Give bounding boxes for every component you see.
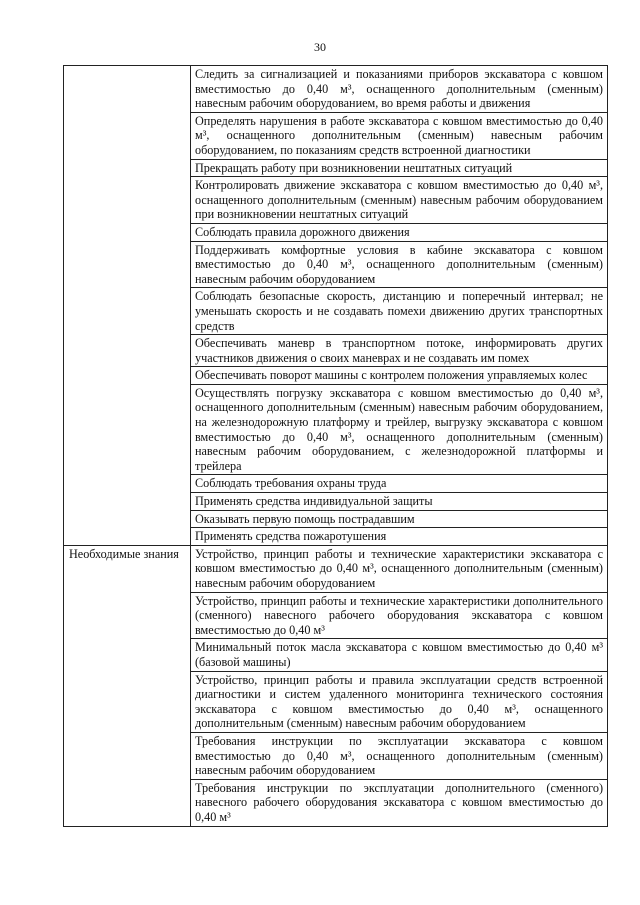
table-cell-item: Требования инструкции по эксплуатации дополнительного (сменного) навесного рабочего оборудования экскаватора с ковшом вместимостью до 0,40 м³	[191, 779, 608, 826]
table-cell-item: Требования инструкции по эксплуатации экскаватора с ковшом вместимостью до 0,40 м³, оснащенного дополнительным (сменным) навесным рабочим оборудованием	[191, 732, 608, 779]
page-number: 30	[314, 40, 326, 54]
table-cell-item: Контролировать движение экскаватора с ковшом вместимостью до 0,40 м³, оснащенного дополнительным (сменным) навесным рабочим оборудованием при возникновении нештатных ситуаций	[191, 177, 608, 224]
table-cell-item: Поддерживать комфортные условия в кабине экскаватора с ковшом вместимостью до 0,40 м³, оснащенного дополнительным (сменным) навесным рабочим оборудованием	[191, 241, 608, 288]
table-cell-item: Соблюдать безопасные скорость, дистанцию и поперечный интервал; не уменьшать скорость и не создавать помехи движению других транспортных средств	[191, 288, 608, 335]
table-cell-item: Следить за сигнализацией и показаниями приборов экскаватора с ковшом вместимостью до 0,40 м³, оснащенного дополнительным (сменным) навесным рабочим оборудованием, во время работы и движения	[191, 66, 608, 113]
table-row	[64, 545, 608, 592]
table-row	[64, 66, 608, 113]
table-cell-item: Минимальный поток масла экскаватора с ковшом вместимостью до 0,40 м³ (базовой машины)	[191, 639, 608, 671]
table-cell-item: Прекращать работу при возникновении нештатных ситуаций	[191, 159, 608, 177]
table-cell-item: Обеспечивать поворот машины с контролем положения управляемых колес	[191, 367, 608, 385]
table-cell-item: Устройство, принцип работы и технические характеристики экскаватора с ковшом вместимостью до 0,40 м³, оснащенного дополнительным (сменным) навесным рабочим оборудованием	[191, 545, 608, 592]
table-cell-item: Применять средства индивидуальной защиты	[191, 493, 608, 511]
row-label-cell: Необходимые знания	[64, 545, 191, 826]
table-cell-item: Устройство, принцип работы и технические характеристики дополнительного (сменного) навесного рабочего оборудования экскаватора с ковшом вместимостью до 0,40 м³	[191, 592, 608, 639]
table-cell-item: Обеспечивать маневр в транспортном потоке, информировать других участников движения о своих маневрах и не создавать им помех	[191, 335, 608, 367]
row-label-cell	[64, 66, 191, 546]
table-cell-item: Осуществлять погрузку экскаватора с ковшом вместимостью до 0,40 м³, оснащенного дополнительным (сменным) навесным рабочим оборудованием, на железнодорожную платформу и трейлер, выгрузку экскаватора с ковшом вместимостью до 0,40 м³, оснащенного дополнительным (сменным) навесным рабочим оборудованием, с железнодорожной платформы и трейлера	[191, 384, 608, 475]
table-cell-item: Определять нарушения в работе экскаватора с ковшом вместимостью до 0,40 м³, оснащенного дополнительным (сменным) навесным рабочим оборудованием, по показаниям средств встроенной диагностики	[191, 112, 608, 159]
table-cell-item: Оказывать первую помощь пострадавшим	[191, 510, 608, 528]
table-cell-item: Применять средства пожаротушения	[191, 528, 608, 546]
requirements-table	[63, 65, 608, 827]
table-cell-item: Устройство, принцип работы и правила эксплуатации средств встроенной диагностики и систем удаленного мониторинга технического состояния экскаватора с ковшом вместимостью до 0,40 м³, оснащенного дополнительным (сменным) навесным рабочим оборудованием	[191, 671, 608, 732]
table-cell-item: Соблюдать правила дорожного движения	[191, 223, 608, 241]
table-cell-item: Соблюдать требования охраны труда	[191, 475, 608, 493]
